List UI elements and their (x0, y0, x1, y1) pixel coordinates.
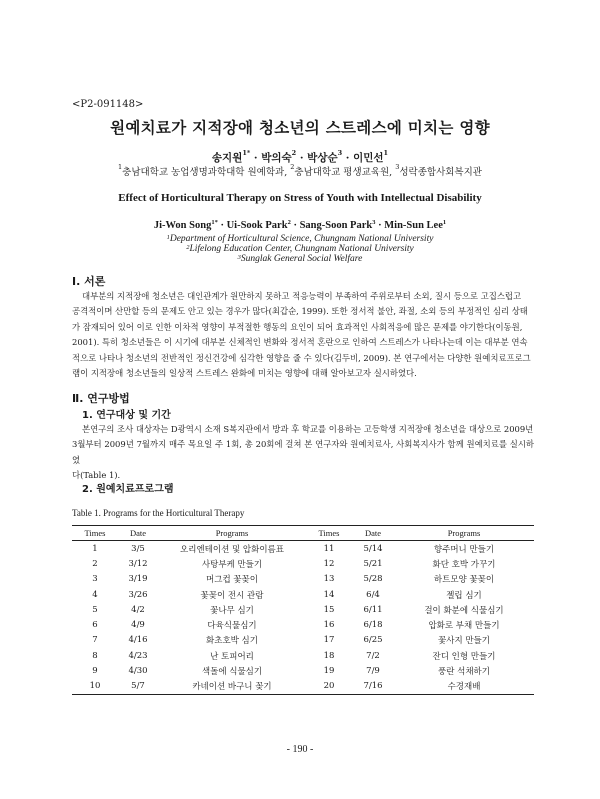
col-header-date: Date (118, 526, 158, 541)
table-row (72, 633, 534, 648)
author-sup: 1* (211, 219, 218, 226)
cell-times: 16 (323, 620, 335, 631)
cell-program: 꽃사지 만들기 (438, 636, 490, 647)
author-kr: 박의숙 (261, 152, 292, 164)
col-header-date: Date (352, 526, 394, 541)
cell-date: 3/5 (131, 543, 145, 554)
cell-times: 5 (92, 604, 98, 615)
cell-date: 5/7 (118, 679, 158, 695)
author-sep: · (342, 152, 354, 164)
cell-date: 7/2 (366, 650, 380, 661)
title-korean: 원예치료가 지적장애 청소년의 스트레스에 미치는 영향 (110, 118, 490, 137)
affiliation-en-2 (0, 244, 600, 254)
cell-times: 10 (72, 679, 118, 695)
cell-date: 5/14 (363, 543, 383, 554)
cell-program: 사탕부케 만들기 (201, 559, 263, 570)
cell-date: 3/19 (128, 574, 148, 585)
methods-line: 3월부터 2009년 7월까지 매주 목요일 주 1회, 총 20회에 걸쳐 본 연구자와 원예치료사, 사회복지사가 함께 원예치료를 실시하였 (72, 439, 534, 465)
table-row (72, 602, 534, 617)
cell-program: 색돌에 식물심기 (201, 667, 263, 678)
intro-line: 적으로 나타나 청소년의 전반적인 정신건강에 심각한 영향을 줄 수 있다(김두비, 2009). 본 연구에서는 다양한 원예치료프로그 (72, 352, 531, 363)
cell-date: 3/26 (128, 589, 148, 600)
author-sep: · (375, 220, 385, 231)
cell-program: 꽃나무 심기 (210, 605, 254, 616)
methods-paragraph (72, 422, 534, 484)
cell-program: 수경재배 (394, 679, 534, 695)
affil-kr: 충남대학교 농업생명과학대학 원예학과, (122, 167, 291, 178)
cell-times: 7 (92, 635, 98, 646)
affil-kr: 성락종합사회복지관 (399, 167, 482, 178)
methods-line: 다(Table 1). (72, 470, 121, 481)
author-sep: · (217, 220, 227, 231)
affil-sup: 2 (186, 244, 190, 251)
cell-date: 6/25 (363, 635, 383, 646)
author-en: Sang-Soon Park (299, 220, 373, 231)
author-en: Ji-Won Song (153, 220, 212, 231)
intro-heading: Ⅰ. 서론 (72, 275, 106, 288)
subsection-heading-1: 1. 연구대상 및 기간 (82, 410, 171, 421)
cell-times: 13 (323, 574, 335, 585)
cell-program: 난 토피어리 (210, 651, 254, 662)
cell-times: 15 (323, 604, 335, 615)
author-en: Min-Sun Lee (384, 220, 443, 231)
col-header-times: Times (72, 526, 118, 541)
cell-times: 6 (92, 620, 98, 631)
cell-date: 7/16 (352, 679, 394, 695)
author-sep: · (296, 152, 308, 164)
cell-times: 9 (92, 666, 98, 677)
author-sup: 2 (291, 149, 297, 157)
author-sup: 2 (287, 219, 291, 226)
cell-program: 다육식물심기 (207, 621, 257, 632)
cell-times: 8 (92, 650, 98, 661)
table-row (72, 617, 534, 632)
col-header-programs: Programs (158, 526, 306, 541)
cell-program: 꽃꽂이 전시 관람 (200, 590, 264, 601)
author-sup: 1* (242, 149, 251, 157)
affil-sup: 1 (118, 163, 123, 171)
cell-date: 7/9 (366, 666, 380, 677)
cell-date: 4/9 (131, 620, 145, 631)
affil-sup: 3 (395, 163, 400, 171)
affil-sup: 3 (237, 254, 241, 261)
affiliation-en-3 (0, 254, 600, 264)
cell-times: 18 (323, 650, 335, 661)
cell-date: 4/23 (128, 650, 148, 661)
cell-program: 카네이션 바구니 꽂기 (158, 679, 306, 695)
cell-program: 풍란 석채하기 (438, 667, 490, 678)
cell-date: 3/12 (128, 558, 148, 569)
affil-en-text: Sunglak General Social Welfare (240, 254, 363, 264)
cell-date: 6/4 (366, 589, 380, 600)
table-row (72, 587, 534, 602)
cell-program: 잔디 인형 만들기 (432, 651, 496, 662)
author-sup: 3 (372, 219, 376, 226)
cell-program: 화초호박 심기 (206, 636, 258, 647)
affiliations-korean (0, 164, 600, 178)
cell-times: 2 (92, 558, 98, 569)
table-row (72, 572, 534, 587)
affil-kr: 충남대학교 평생교육원, (294, 167, 396, 178)
author-kr: 박상순 (307, 152, 338, 164)
author-sup: 3 (337, 149, 343, 157)
cell-times: 3 (92, 574, 98, 585)
cell-times: 1 (92, 543, 98, 554)
paper-code: <P2-091148> (72, 99, 144, 110)
methods-heading: Ⅱ. 연구방법 (72, 392, 130, 405)
affil-sup: 2 (290, 163, 295, 171)
cell-date: 4/30 (128, 666, 148, 677)
col-header-programs: Programs (394, 526, 534, 541)
cell-program: 머그컵 꽃꽂이 (206, 575, 258, 586)
cell-date: 4/2 (131, 604, 145, 615)
cell-program: 오리엔테이션 및 압화이름표 (180, 544, 284, 555)
subsection-heading-2: 2. 원예치료프로그램 (82, 484, 174, 495)
affil-sup: 1 (166, 234, 170, 241)
affil-en-text: Lifelong Education Center, Chungnam National University (189, 244, 414, 254)
cell-program: 압화로 부채 만들기 (428, 621, 500, 632)
authors-korean (0, 150, 600, 165)
intro-line: 공격적이며 산만할 등의 문제도 안고 있는 경우가 많다(최갑순, 1999). 또한 정서적 불안, 좌절, 소외 등의 부정적인 심리 상태 (72, 306, 528, 317)
cell-times: 19 (323, 666, 335, 677)
methods-line: 본연구의 조사 대상자는 D광역시 소재 S복지관에서 방과 후 학교를 이용하는 고등학생 지적장애 청소년을 대상으로 2009년 (82, 424, 534, 434)
table-body (72, 541, 534, 695)
author-sep: · (290, 220, 300, 231)
table-row (72, 541, 534, 557)
author-en: Ui-Sook Park (226, 220, 288, 231)
cell-program: 하트모양 꽃꽂이 (433, 575, 495, 586)
author-sep: · (250, 152, 262, 164)
page-number: - 190 - (286, 744, 314, 755)
cell-date: 6/18 (363, 620, 383, 631)
cell-times: 14 (323, 589, 335, 600)
cell-program: 화단 호박 가꾸기 (432, 559, 496, 570)
affil-en-text: Department of Horticultural Science, Chungnam National University (169, 234, 434, 244)
intro-paragraph (72, 289, 534, 381)
table-caption: Table 1. Programs for the Horticultural Therapy (72, 508, 245, 518)
table-row (72, 663, 534, 678)
title-english: Effect of Horticultural Therapy on Stress of Youth with Intellectual Disability (118, 192, 482, 204)
cell-times: 17 (323, 635, 335, 646)
authors-english (0, 220, 600, 231)
cell-program: 젤립 심기 (446, 590, 482, 601)
intro-line: 2001). 특히 청소년들은 이 시기에 대부분 신체적인 변화와 정서적 혼란으로 인하여 스트레스가 나타나는데 이는 대부분 연속 (72, 337, 528, 348)
table-header-row (72, 526, 534, 541)
cell-times: 11 (323, 543, 335, 554)
affiliation-en-1 (0, 234, 600, 244)
cell-date: 5/28 (363, 574, 383, 585)
cell-program: 향주머니 만들기 (433, 544, 495, 555)
cell-program: 걸이 화분에 식물심기 (424, 605, 504, 616)
col-header-times: Times (306, 526, 352, 541)
table-row (72, 679, 534, 695)
author-kr: 송지원 (211, 152, 243, 164)
author-kr: 이민선 (353, 152, 384, 164)
programs-table (72, 525, 534, 695)
cell-times: 12 (323, 558, 335, 569)
cell-times: 20 (306, 679, 352, 695)
cell-times: 4 (92, 589, 98, 600)
author-sup: 1 (383, 149, 389, 157)
table-row (72, 648, 534, 663)
author-sup: 1 (442, 219, 447, 226)
intro-line: 대부분의 지적장애 청소년은 대인관계가 원만하지 못하고 적응능력이 부족하여 주위로부터 소외, 질시 등으로 고집스럽고 (82, 291, 522, 301)
table-row (72, 556, 534, 571)
cell-date: 4/16 (128, 635, 148, 646)
intro-line: 가 잠재되어 있어 이로 인한 이차적 영향이 부적절한 행동의 요인이 되어 효과적인 사회적응에 많은 문제를 야기한다(이동원, (72, 321, 523, 332)
intro-line: 램이 지적장애 청소년들의 일상적 스트레스 완화에 미치는 영향에 대해 알아보고자 실시하였다. (72, 368, 417, 379)
cell-date: 6/11 (363, 604, 383, 615)
cell-date: 5/21 (363, 558, 383, 569)
